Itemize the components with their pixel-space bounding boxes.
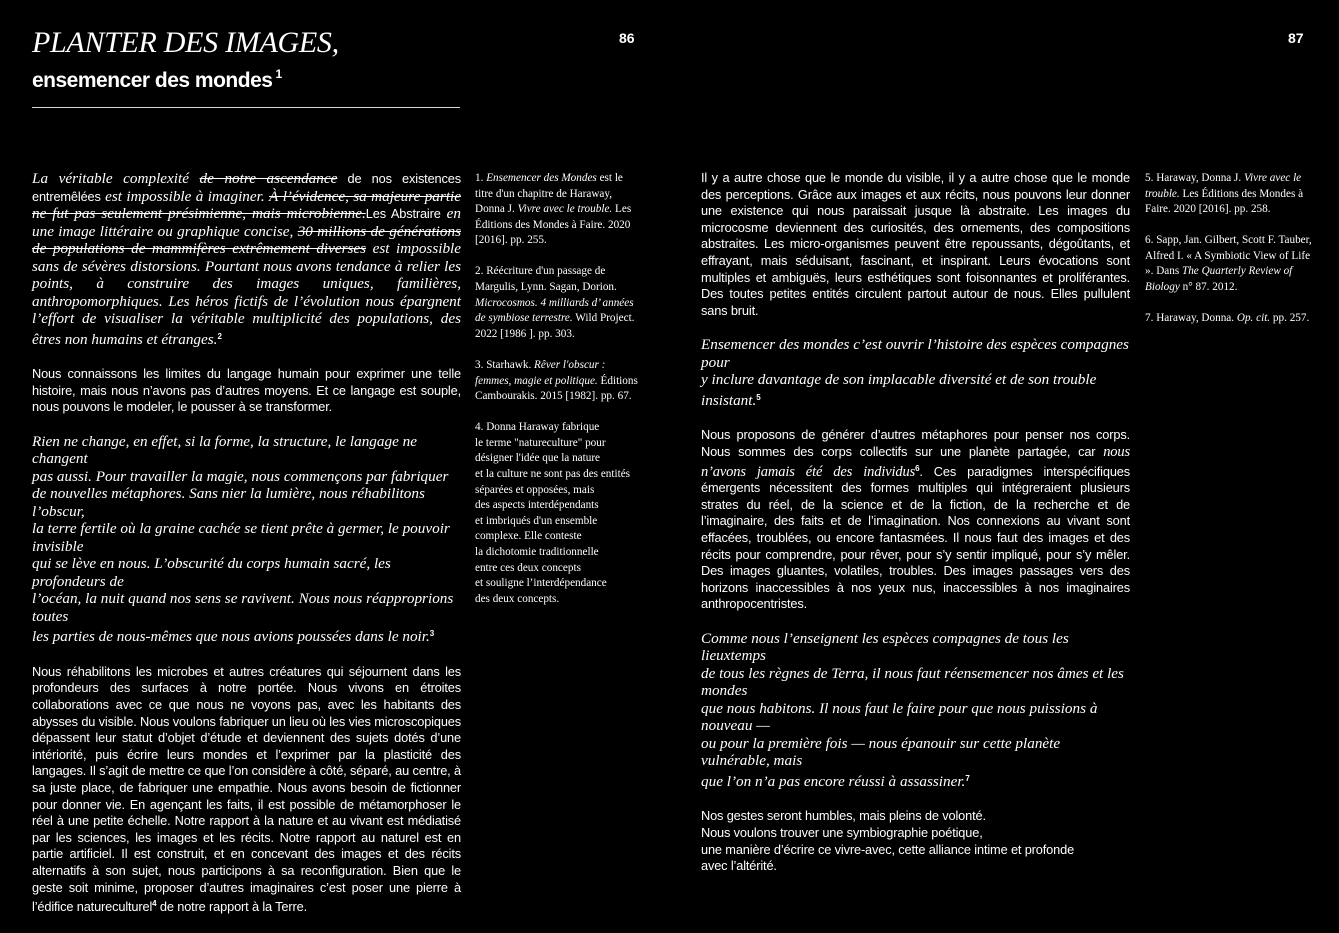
text-line: le terme "natureculture" pour — [475, 436, 606, 449]
struck-text: À l’évidence, sa majeure partie ne fut pas seulement présimienne, mais microbienne. — [32, 187, 461, 222]
text-line: avec l’altérité. — [701, 858, 777, 874]
text-line: Nous voulons trouver une symbiographie poétique, — [701, 824, 983, 840]
text-line: et souligne l’interdépendance — [475, 577, 607, 590]
page-number-right: 87 — [1288, 30, 1304, 46]
text-span: est impossible à imaginer. — [105, 187, 270, 205]
footnote-title: Vivre avec le trouble. — [517, 203, 613, 216]
text-line: qui se lève en nous. L’obscurité du corps humain sacré, les profondeurs de — [32, 555, 391, 590]
text-span: est impossible sans de sévères distorsions. Pourtant nous avons tendance à relier les points, à construire des images uniques, familières, anthropomorphiques. Les héros fictifs de l’évolution nous épargnent l’effort de visualiser la véritable multiplicité des populations, des êtres non humains et étranges. — [32, 240, 462, 348]
footnote-title: Ensemencer des Mondes — [486, 172, 597, 184]
footnote-number: 5. — [1145, 172, 1157, 184]
footnote-number: 1. — [475, 172, 487, 184]
text-line: et la culture ne sont pas des entités — [475, 468, 631, 480]
text-line: que nous habitons. Il nous faut le faire pour que nous puissions à nouveau — — [701, 699, 1098, 735]
text-line: séparées et opposées, mais — [475, 483, 595, 496]
footnote-ref-4: 4 — [152, 899, 157, 909]
footnote-text: Starhawk. — [486, 358, 535, 371]
right-page-footnotes — [1145, 171, 1315, 342]
text-line: désigner l'idée que la nature — [475, 452, 601, 465]
text-span: Nous proposons de générer d’autres métaphores pour penser nos corps. Nous sommes des corps collectifs sur une planète partagée, car — [701, 427, 1130, 459]
left-page-body — [32, 170, 461, 933]
paragraph-companion-species — [701, 630, 1130, 791]
footnote-title: Rêver l'obscur : femmes, magie et politique. — [475, 358, 606, 387]
footnote-text: Réécriture d'un passage de Margulis, Lynn. Sagan, Dorion. — [475, 265, 617, 294]
footnote-number: 6. — [1145, 234, 1157, 247]
text-line: la terre fertile où la graine cachée se tient prête à germer, le pouvoir invisible — [32, 520, 450, 555]
text-line: Nos gestes seront humbles, mais pleins de volonté. — [701, 808, 986, 824]
footnote-text: Les Éditions des Mondes à Faire. 2020 [2016]. pp. 255. — [475, 203, 632, 247]
struck-text: de notre ascendance — [199, 170, 338, 187]
footnote-ref-6: 6 — [915, 463, 920, 473]
footnote-text: Haraway, Donna. — [1156, 312, 1237, 325]
text-span: Nous réhabilitons les microbes et autres créatures qui séjournent dans les profondeurs des surfaces à notre portée. Nous vivons en étroites collaborations avec ce que nous ne voyons pas, avec les habitants des abysses du visible. Nous voulons fabriquer un lieu où les vies microscopiques dépassent leur statut d’objet d’étude et deviennent des sujets dotés d’une intériorité, puis écrire leurs mondes et l’exprimer par la plasticité des langages. Il s’agit de mettre ce que l’on considère à côté, séparé, au centre, à sa juste place, de fabriquer une empathie. Nous avons besoin de fictionner pour donner vie. En agençant les faits, il est possible de métamorphoser le réel à une petite échelle. Notre rapport à la nature et au vivant est médiatisé par les sciences, les images et les récits. Notre rapport au naturel est en partie artificiel. Il est construit, et en concevant des images et des récits alternatifs à son sujet, nous participons à sa reconfiguration. Bien que le geste soit minime, proposer d’autres imaginaires c’est poser une pierre à l’édifice natureculturel — [32, 663, 461, 915]
footnote-2 — [475, 264, 640, 342]
page-number-left: 86 — [619, 30, 635, 46]
paragraph-seeding-worlds — [701, 336, 1130, 409]
text-line: complexe. Elle conteste — [475, 530, 582, 543]
footnote-6 — [1145, 233, 1315, 295]
text-line: entre ces deux concepts — [475, 561, 581, 574]
footnote-title: The Quarterly Review of Biology — [1145, 265, 1293, 294]
text-line: Rien ne change, en effet, si la forme, la structure, le langage ne changent — [32, 432, 417, 468]
paragraph-nothing-changes — [32, 433, 461, 646]
text-line: ou pour la première fois — nous épanouir sur cette planète vulnérable, mais — [701, 734, 1061, 770]
footnote-text: n° 87. 2012. — [1179, 281, 1238, 294]
chapter-subtitle — [32, 60, 282, 95]
footnote-title: Vivre avec le trouble. — [1145, 172, 1302, 200]
text-line: la dichotomie traditionnelle — [475, 545, 599, 558]
text-span: en une image littéraire ou graphique concise, — [32, 205, 461, 240]
text-span: La véritable complexité — [32, 170, 200, 187]
text-line: les parties de nous-mêmes que nous avions poussées dans le noir. — [32, 628, 430, 646]
footnote-4 — [475, 420, 640, 607]
text-line: des aspects interdépendants — [475, 499, 599, 512]
left-page-footnotes — [475, 171, 640, 623]
paragraph-beyond-visible: Il y a autre chose que le monde du visible, il y a autre chose que le monde des perceptions. Grâce aux images et aux récits, nous pouvons leur donner une existence qui nous paraissait jusque là abstraite. Les images du microcosme deviennent des curiosités, des ornements, des compositions abstraites. Les micro-organismes peuvent être repoussants, dégoûtants, et effrayant, mais séduisant, fascinant, et inspirant. Leurs évocations sont multiples et ambiguës, leurs esthétiques sont foisonnantes et proliférantes. Des toutes petites entités circulent partout autour de nous. Elles pullulent sans bruit. — [701, 170, 1130, 318]
paragraph-metaphors — [701, 427, 1130, 613]
footnote-title: Microcosmos. 4 milliards d’ années de symbiose terrestre. — [475, 296, 634, 325]
footnote-ref-3: 3 — [429, 629, 435, 639]
text-line: des deux concepts. — [475, 592, 560, 605]
footnote-text: Éditions Cambourakis. 2015 [1982]. pp. 67. — [475, 374, 638, 403]
emphasis-text: nous n’avons jamais été des individus — [701, 443, 1130, 480]
footnote-title: Op. cit. — [1236, 312, 1271, 325]
text-span: . Ces paradigmes interspécifiques émergents nécessitent des formes multiples qui intégreraient plusieurs strates du réel, de la science et de la fiction, de la recherche et de l’imaginaire, des faits et de l’imagination. Nos connexions au vivant sont effacées, troublées, ou encore fantasmées. Il nous faut des images et des récits pour comprendre, pour rêver, pour s’y sentir impliqué, pour s’y mêler. Des images gluantes, volatiles, troubles. Des images passages vers des horizons inaccessibles à nos yeux nus, inaccessibles à nos imaginaires anthropocentristes. — [701, 463, 1131, 612]
text-line: Comme nous l’enseignent les espèces compagnes de tous les lieuxtemps — [701, 629, 1069, 665]
footnote-text: est le titre d'un chapitre de Haraway, Donna J. — [475, 172, 623, 216]
footnote-3 — [475, 358, 640, 405]
text-line: y inclure davantage de son implacable diversité et de son trouble insistant. — [701, 371, 1097, 409]
text-line: que l’on n’a pas encore réussi à assassiner. — [701, 772, 966, 790]
text-line: Ensemencer des mondes c’est ouvrir l’histoire des espèces compagnes pour — [701, 336, 1129, 371]
paragraph-language-limits: Nous connaissons les limites du langage humain pour exprimer une telle histoire, mais nous n’avons pas d’autres moyens. Et ce langage est souple, nous pouvons le modeler, le pousser à se transformer. — [32, 366, 461, 415]
footnote-text: Haraway, Donna J. — [1156, 172, 1244, 184]
inserted-text: Les Abstraire — [365, 206, 441, 221]
text-span: de notre rapport à la Terre. — [156, 899, 307, 915]
footnote-number: 3. — [475, 358, 487, 371]
footnote-ref-1: 1 — [275, 67, 282, 81]
footnote-ref-2: 2 — [217, 331, 222, 341]
title-divider — [32, 107, 460, 108]
footnote-text: Wild Project. 2022 [1986 ]. pp. 303. — [475, 312, 635, 340]
chapter-title: PLANTER DES IMAGES, — [32, 26, 339, 59]
text-line: une manière d’écrire ce vivre-avec, cette alliance intime et profonde — [701, 841, 1075, 857]
chapter-subtitle-text: ensemencer des mondes — [32, 69, 273, 92]
footnote-number: 7. — [1145, 312, 1157, 325]
footnote-text: Sapp, Jan. Gilbert, Scott F. Tauber, Alfred I. « A Symbiotic View of Life ». Dans — [1145, 234, 1312, 278]
footnote-ref-7: 7 — [965, 773, 970, 783]
text-line: pas aussi. Pour travailler la magie, nous commençons par fabriquer — [32, 467, 449, 485]
struck-text: 30 millions de générations de populations de mammifères extrêmement diverses — [32, 222, 461, 257]
text-line: de tous les règnes de Terra, il nous faut réensemencer nos âmes et les mondes — [701, 664, 1124, 700]
text-line: l’océan, la nuit quand nos sens se ravivent. Nous nous réapproprions toutes — [32, 590, 454, 625]
footnote-text: Les Éditions des Mondes à Faire. 2020 [2016]. pp. 258. — [1145, 187, 1304, 216]
text-line: et imbriqués d'un ensemble — [475, 514, 598, 527]
right-page-body — [701, 170, 1130, 892]
text-line: de nouvelles métaphores. Sans nier la lumière, nous réhabilitons l’obscur, — [32, 485, 425, 520]
inserted-text: de nos existences entremêlées — [32, 171, 461, 204]
footnote-1 — [475, 171, 640, 249]
footnote-5 — [1145, 171, 1315, 218]
paragraph-microbes — [32, 664, 461, 916]
footnote-7 — [1145, 311, 1315, 327]
footnote-number: 2. — [475, 265, 487, 278]
paragraph-humble-gestures — [701, 808, 1130, 874]
footnote-text: pp. 257. — [1270, 312, 1310, 325]
footnote-ref-5: 5 — [756, 392, 761, 402]
text-line: 4. Donna Haraway fabrique — [475, 421, 600, 434]
paragraph-complexity — [32, 170, 461, 348]
